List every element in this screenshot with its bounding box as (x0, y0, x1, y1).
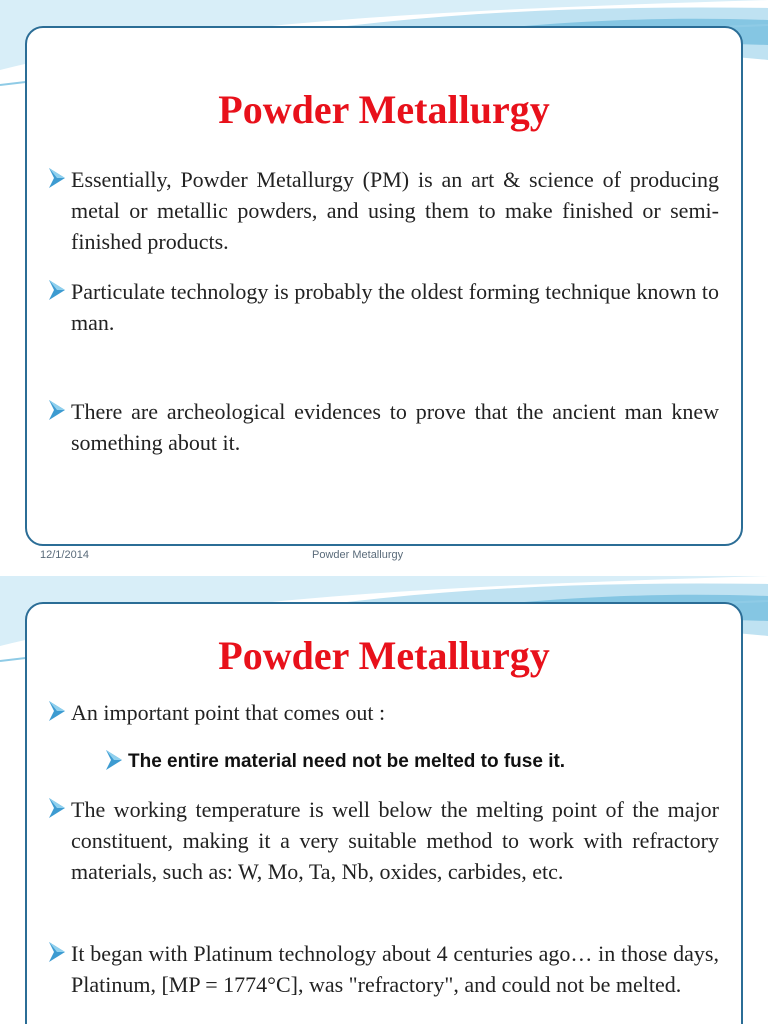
slide-title: Powder Metallurgy (218, 87, 550, 132)
arrow-bullet-icon (49, 798, 65, 818)
arrow-bullet-icon (49, 701, 65, 721)
footer-title: Powder Metallurgy (312, 549, 404, 561)
bullet-item: There are archeological evidences to prove that the ancient man knew something about it. (49, 396, 719, 458)
bullet-item-highlight: The entire material need not be melted to fuse it. (106, 746, 706, 777)
arrow-bullet-icon (49, 168, 65, 188)
bullet-item: The working temperature is well below the melting point of the major constituent, making it a very suitable method to work with refractory materials, such as: W, Mo, Ta, Nb, oxides, carbides, etc. (49, 794, 719, 887)
bullet-item: An important point that comes out : (49, 697, 719, 728)
slide-title: Powder Metallurgy (218, 633, 550, 678)
bullet-item: It began with Platinum technology about 4 centuries ago… in those days, Platinum, [MP = 1774°C], was "refractory", and could not be melted. (49, 938, 719, 1000)
slide-2 (0, 576, 768, 1024)
arrow-bullet-icon (106, 750, 122, 770)
bullet-item: Particulate technology is probably the oldest forming technique known to man. (49, 276, 719, 338)
arrow-bullet-icon (49, 280, 65, 300)
arrow-bullet-icon (49, 942, 65, 962)
bullet-item: Essentially, Powder Metallurgy (PM) is an art & science of producing metal or metallic powders, and using them to make finished or semi-finished products. (49, 164, 719, 257)
footer-date: 12/1/2014 (40, 549, 89, 561)
arrow-bullet-icon (49, 400, 65, 420)
